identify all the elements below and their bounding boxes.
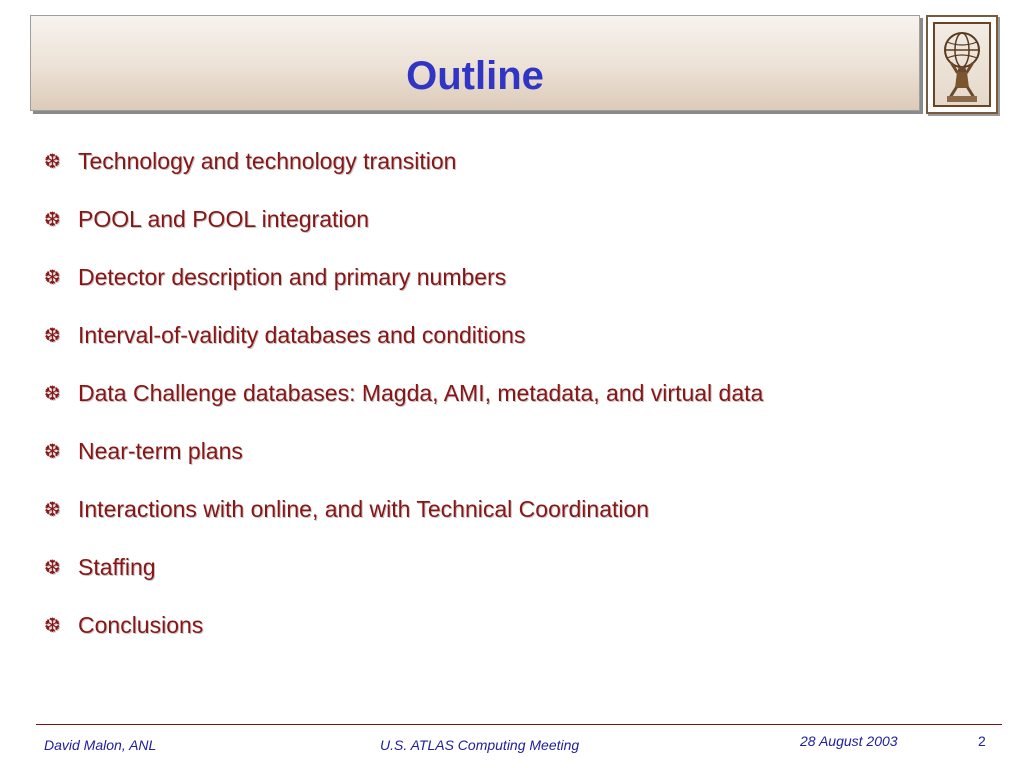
list-item	[44, 143, 763, 201]
atlas-logo	[926, 15, 998, 114]
slide-title: Outline	[406, 54, 544, 98]
list-item	[44, 259, 763, 317]
list-item	[44, 491, 763, 549]
bullet-text: Interval-of-validity databases and conditions	[78, 322, 526, 348]
snowflake-bullet-icon: ❆	[44, 381, 61, 405]
bullet-text: Interactions with online, and with Technical Coordination	[78, 496, 650, 522]
footer-divider	[36, 724, 1002, 725]
footer-meeting: U.S. ATLAS Computing Meeting	[380, 737, 580, 753]
page-number: 2	[978, 733, 986, 749]
bullet-text: Near-term plans	[78, 438, 243, 464]
snowflake-bullet-icon: ❆	[44, 613, 61, 637]
list-item	[44, 433, 763, 491]
list-item	[44, 549, 763, 607]
bullet-text: Detector description and primary numbers	[78, 264, 507, 290]
bullet-text: Staffing	[78, 554, 156, 580]
list-item	[44, 317, 763, 375]
snowflake-bullet-icon: ❆	[44, 323, 61, 347]
snowflake-bullet-icon: ❆	[44, 497, 61, 521]
bullet-text: Conclusions	[78, 612, 204, 638]
footer-author: David Malon, ANL	[44, 737, 157, 753]
snowflake-bullet-icon: ❆	[44, 149, 61, 173]
list-item	[44, 201, 763, 259]
bullet-text: Technology and technology transition	[78, 148, 457, 174]
snowflake-bullet-icon: ❆	[44, 207, 61, 231]
bullet-text: POOL and POOL integration	[78, 206, 370, 232]
atlas-statue-icon	[933, 22, 991, 107]
snowflake-bullet-icon: ❆	[44, 555, 61, 579]
outline-list	[44, 143, 763, 665]
list-item	[44, 607, 763, 665]
list-item	[44, 375, 763, 433]
title-bar	[30, 15, 920, 111]
footer-date: 28 August 2003	[800, 733, 898, 749]
bullet-text: Data Challenge databases: Magda, AMI, metadata, and virtual data	[78, 380, 764, 406]
snowflake-bullet-icon: ❆	[44, 265, 61, 289]
snowflake-bullet-icon: ❆	[44, 439, 61, 463]
